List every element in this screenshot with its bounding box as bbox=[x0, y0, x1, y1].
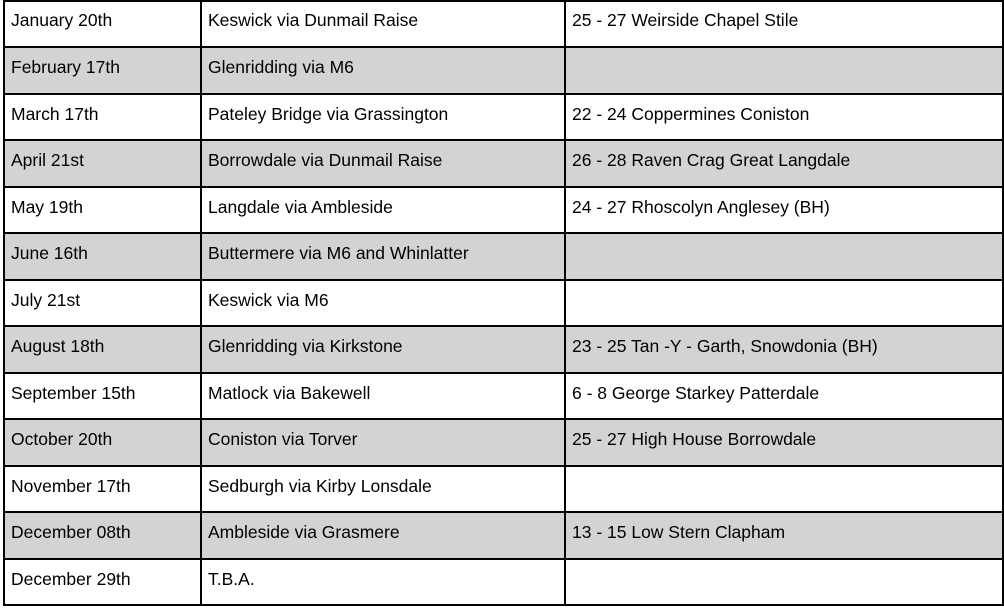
meet-date-cell: April 21st bbox=[4, 140, 201, 187]
schedule-row bbox=[4, 187, 1003, 234]
route-cell: T.B.A. bbox=[201, 559, 565, 606]
route-cell: Buttermere via M6 and Whinlatter bbox=[201, 233, 565, 280]
weekend-meet-cell: 25 - 27 High House Borrowdale bbox=[565, 419, 1003, 466]
route-cell: Pateley Bridge via Grassington bbox=[201, 94, 565, 141]
meet-date-cell: December 29th bbox=[4, 559, 201, 606]
meet-date-cell: June 16th bbox=[4, 233, 201, 280]
route-cell: Coniston via Torver bbox=[201, 419, 565, 466]
schedule-row bbox=[4, 373, 1003, 420]
meet-date-cell: December 08th bbox=[4, 512, 201, 559]
schedule-row bbox=[4, 326, 1003, 373]
schedule-body bbox=[4, 1, 1003, 605]
route-cell: Glenridding via Kirkstone bbox=[201, 326, 565, 373]
weekend-meet-cell bbox=[565, 47, 1003, 94]
route-cell: Glenridding via M6 bbox=[201, 47, 565, 94]
meet-date-cell: February 17th bbox=[4, 47, 201, 94]
weekend-meet-cell: 24 - 27 Rhoscolyn Anglesey (BH) bbox=[565, 187, 1003, 234]
meet-date-cell: March 17th bbox=[4, 94, 201, 141]
route-cell: Matlock via Bakewell bbox=[201, 373, 565, 420]
weekend-meet-cell bbox=[565, 233, 1003, 280]
weekend-meet-cell: 26 - 28 Raven Crag Great Langdale bbox=[565, 140, 1003, 187]
weekend-meet-cell bbox=[565, 559, 1003, 606]
schedule-table bbox=[3, 0, 1004, 606]
route-cell: Keswick via M6 bbox=[201, 280, 565, 327]
schedule-row bbox=[4, 280, 1003, 327]
meet-date-cell: January 20th bbox=[4, 1, 201, 47]
weekend-meet-cell: 22 - 24 Coppermines Coniston bbox=[565, 94, 1003, 141]
route-cell: Keswick via Dunmail Raise bbox=[201, 1, 565, 47]
schedule-row bbox=[4, 466, 1003, 513]
schedule-row bbox=[4, 94, 1003, 141]
schedule-row bbox=[4, 47, 1003, 94]
meet-date-cell: September 15th bbox=[4, 373, 201, 420]
weekend-meet-cell: 13 - 15 Low Stern Clapham bbox=[565, 512, 1003, 559]
meet-date-cell: August 18th bbox=[4, 326, 201, 373]
route-cell: Borrowdale via Dunmail Raise bbox=[201, 140, 565, 187]
meet-date-cell: July 21st bbox=[4, 280, 201, 327]
schedule-row bbox=[4, 512, 1003, 559]
meet-date-cell: October 20th bbox=[4, 419, 201, 466]
weekend-meet-cell: 6 - 8 George Starkey Patterdale bbox=[565, 373, 1003, 420]
schedule-row bbox=[4, 559, 1003, 606]
weekend-meet-cell bbox=[565, 466, 1003, 513]
route-cell: Langdale via Ambleside bbox=[201, 187, 565, 234]
weekend-meet-cell bbox=[565, 280, 1003, 327]
weekend-meet-cell: 23 - 25 Tan -Y - Garth, Snowdonia (BH) bbox=[565, 326, 1003, 373]
schedule-row bbox=[4, 419, 1003, 466]
meet-date-cell: November 17th bbox=[4, 466, 201, 513]
route-cell: Ambleside via Grasmere bbox=[201, 512, 565, 559]
meet-date-cell: May 19th bbox=[4, 187, 201, 234]
schedule-row bbox=[4, 233, 1003, 280]
weekend-meet-cell: 25 - 27 Weirside Chapel Stile bbox=[565, 1, 1003, 47]
schedule-row bbox=[4, 140, 1003, 187]
schedule-row bbox=[4, 1, 1003, 47]
route-cell: Sedburgh via Kirby Lonsdale bbox=[201, 466, 565, 513]
